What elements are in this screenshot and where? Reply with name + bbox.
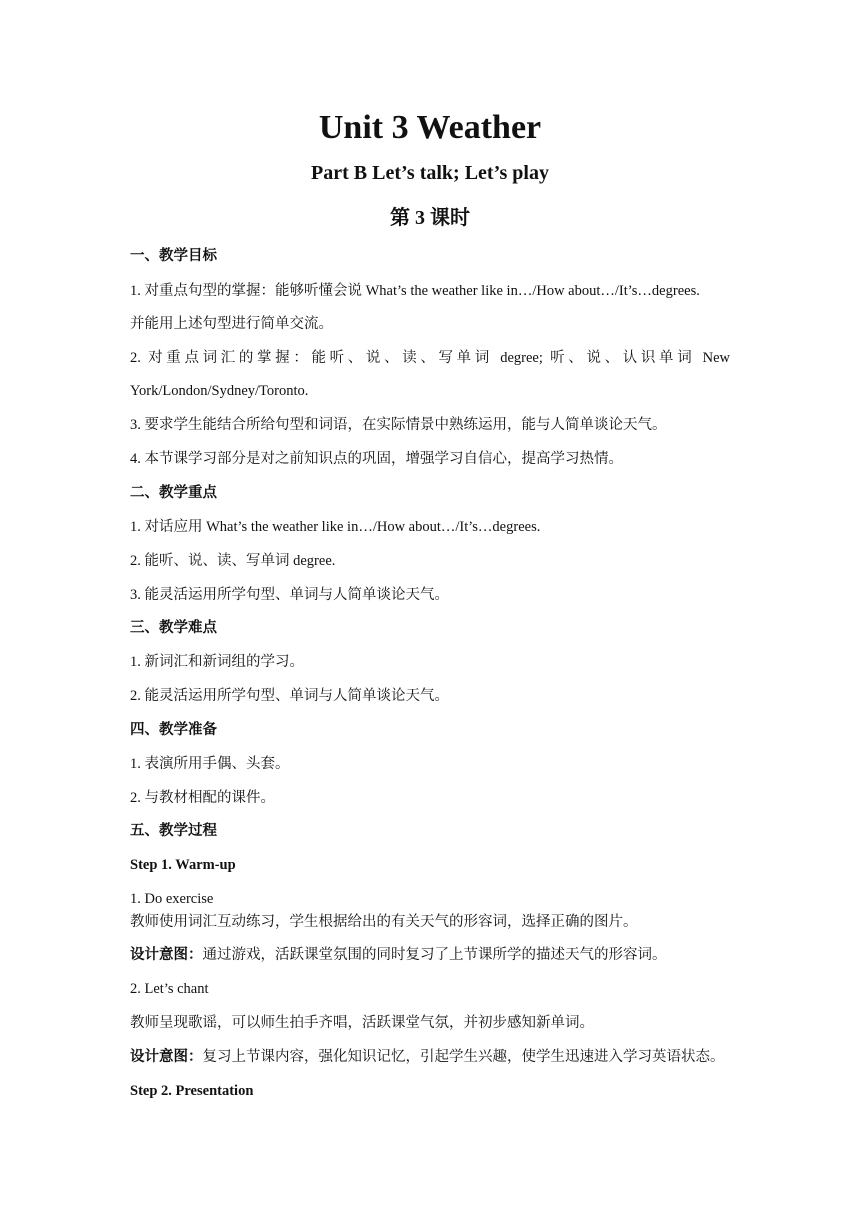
step-1-heading: Step 1. Warm-up	[130, 857, 236, 873]
key-point-3: 3. 能灵活运用所学句型、单词与人简单谈论天气。	[130, 587, 449, 603]
section-heading-process: 五、教学过程	[130, 823, 217, 839]
key-point-1: 1. 对话应用 What’s the weather like in…/How about…/It’s…degrees.	[130, 519, 541, 535]
objective-4: 4. 本节课学习部分是对之前知识点的巩固，增强学习自信心，提高学习热情。	[130, 451, 623, 467]
design-intent-2	[130, 1047, 730, 1067]
activity-do-exercise: 1. Do exercise	[130, 891, 214, 907]
section-heading-preparation: 四、教学准备	[130, 722, 217, 738]
preparation-2: 2. 与教材相配的课件。	[130, 790, 275, 806]
objective-3: 3. 要求学生能结合所给句型和词语，在实际情景中熟练运用，能与人简单谈论天气。	[130, 417, 667, 433]
objective-1-line-1: 1. 对重点句型的掌握：能够听懂会说 What’s the weather like in…/How about…/It’s…degrees.	[130, 283, 700, 299]
design-intent-2-text: 复习上节课内容，强化知识记忆，引起学生兴趣，使学生迅速进入学习英语状态。	[202, 1049, 725, 1065]
section-heading-objectives: 一、教学目标	[130, 248, 217, 264]
activity-do-exercise-desc: 教师使用词汇互动练习，学生根据给出的有关天气的形容词，选择正确的图片。	[130, 914, 638, 930]
section-heading-difficulties: 三、教学难点	[130, 620, 217, 636]
activity-chant-desc: 教师呈现歌谣，可以师生拍手齐唱，活跃课堂气氛，并初步感知新单词。	[130, 1015, 594, 1031]
design-intent-label: 设计意图：	[130, 947, 203, 963]
step-2-heading: Step 2. Presentation	[130, 1083, 254, 1099]
page-title: Unit 3 Weather	[318, 109, 542, 146]
difficulty-1: 1. 新词汇和新词组的学习。	[130, 654, 304, 670]
objective-2-line-2: York/London/Sydney/Toronto.	[130, 383, 309, 399]
lesson-number: 第 3 课时	[390, 207, 470, 229]
key-point-2: 2. 能听、说、读、写单词 degree.	[130, 553, 336, 569]
design-intent-1	[130, 945, 730, 965]
objective-1-line-2: 并能用上述句型进行简单交流。	[130, 316, 333, 332]
objective-2-line-1: 2. 对重点词汇的掌握：能听、说、读、写单词 degree; 听、说、认识单词 New	[130, 350, 730, 366]
page-subtitle: Part B Let’s talk; Let’s play	[311, 162, 549, 184]
design-intent-1-text: 通过游戏，活跃课堂氛围的同时复习了上节课所学的描述天气的形容词。	[202, 947, 667, 963]
difficulty-2: 2. 能灵活运用所学句型、单词与人简单谈论天气。	[130, 688, 449, 704]
design-intent-label: 设计意图：	[130, 1049, 203, 1065]
activity-chant: 2. Let’s chant	[130, 981, 209, 997]
section-heading-key-points: 二、教学重点	[130, 485, 217, 501]
preparation-1: 1. 表演所用手偶、头套。	[130, 756, 290, 772]
